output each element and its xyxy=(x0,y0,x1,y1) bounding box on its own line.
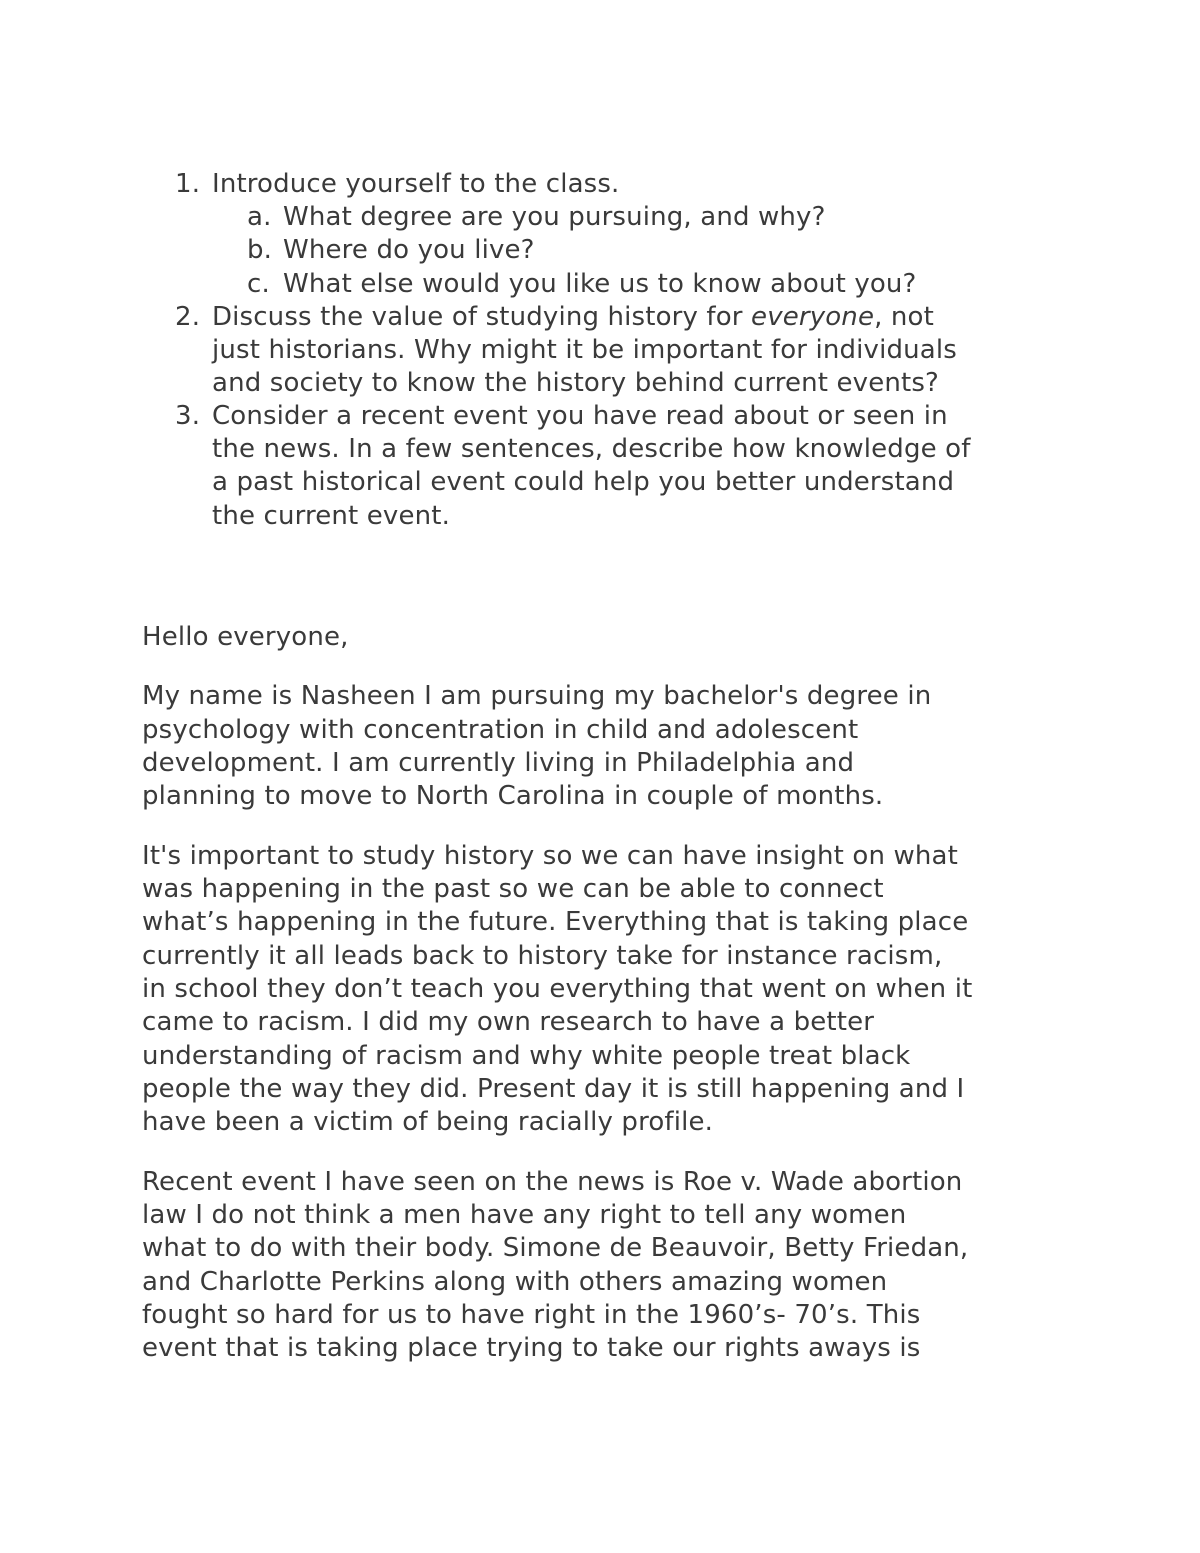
list-number: 2. xyxy=(175,302,201,332)
paragraph-line: was happening in the past so we can be able to connect xyxy=(142,874,884,904)
question-3-line: the news. In a few sentences, describe how knowledge of xyxy=(212,434,971,464)
list-number: 1. xyxy=(175,169,201,199)
paragraph-line: My name is Nasheen I am pursuing my bachelor's degree in xyxy=(142,681,932,711)
paragraph-line: currently it all leads back to history take for instance racism, xyxy=(142,941,943,971)
paragraph-line: what’s happening in the future. Everything that is taking place xyxy=(142,907,969,937)
paragraph-line: people the way they did. Present day it is still happening and I xyxy=(142,1074,965,1104)
paragraph-line: fought so hard for us to have right in the 1960’s- 70’s. This xyxy=(142,1300,921,1330)
subquestion-a-text: What degree are you pursuing, and why? xyxy=(283,202,826,232)
question-3-line: Consider a recent event you have read about or seen in xyxy=(212,401,948,431)
greeting: Hello everyone, xyxy=(142,622,349,652)
list-letter: a. xyxy=(247,202,272,232)
question-2-emphasis: everyone xyxy=(751,302,875,332)
paragraph-line: event that is taking place trying to take our rights aways is xyxy=(142,1333,921,1363)
paragraph-line: what to do with their body. Simone de Beauvoir, Betty Friedan, xyxy=(142,1233,969,1263)
paragraph-line: planning to move to North Carolina in couple of months. xyxy=(142,781,884,811)
question-2-line: just historians. Why might it be important for individuals xyxy=(212,335,957,365)
question-3-line: the current event. xyxy=(212,501,451,531)
question-2-text-start: Discuss the value of studying history for xyxy=(212,302,752,332)
question-2-text-end: , not xyxy=(874,302,934,332)
paragraph-line: and Charlotte Perkins along with others amazing women xyxy=(142,1267,888,1297)
paragraph-line: in school they don’t teach you everything that went on when it xyxy=(142,974,973,1004)
subquestion-b-text: Where do you live? xyxy=(283,235,535,265)
paragraph-line: psychology with concentration in child and adolescent xyxy=(142,715,859,745)
paragraph-line: development. I am currently living in Philadelphia and xyxy=(142,748,855,778)
paragraph-line: It's important to study history so we can have insight on what xyxy=(142,841,958,871)
paragraph-line: came to racism. I did my own research to have a better xyxy=(142,1007,875,1037)
subquestion-c-text: What else would you like us to know about you? xyxy=(283,269,917,299)
question-3-line: a past historical event could help you better understand xyxy=(212,467,955,497)
question-2-line xyxy=(212,301,934,335)
list-letter: b. xyxy=(247,235,273,265)
question-2-line: and society to know the history behind current events? xyxy=(212,368,939,398)
paragraph-line: law I do not think a men have any right to tell any women xyxy=(142,1200,907,1230)
paragraph-line: have been a victim of being racially profile. xyxy=(142,1107,714,1137)
list-letter: c. xyxy=(247,269,270,299)
paragraph-line: understanding of racism and why white people treat black xyxy=(142,1041,911,1071)
list-number: 3. xyxy=(175,401,201,431)
paragraph-line: Recent event I have seen on the news is Roe v. Wade abortion xyxy=(142,1167,963,1197)
question-1-text: Introduce yourself to the class. xyxy=(212,169,620,199)
